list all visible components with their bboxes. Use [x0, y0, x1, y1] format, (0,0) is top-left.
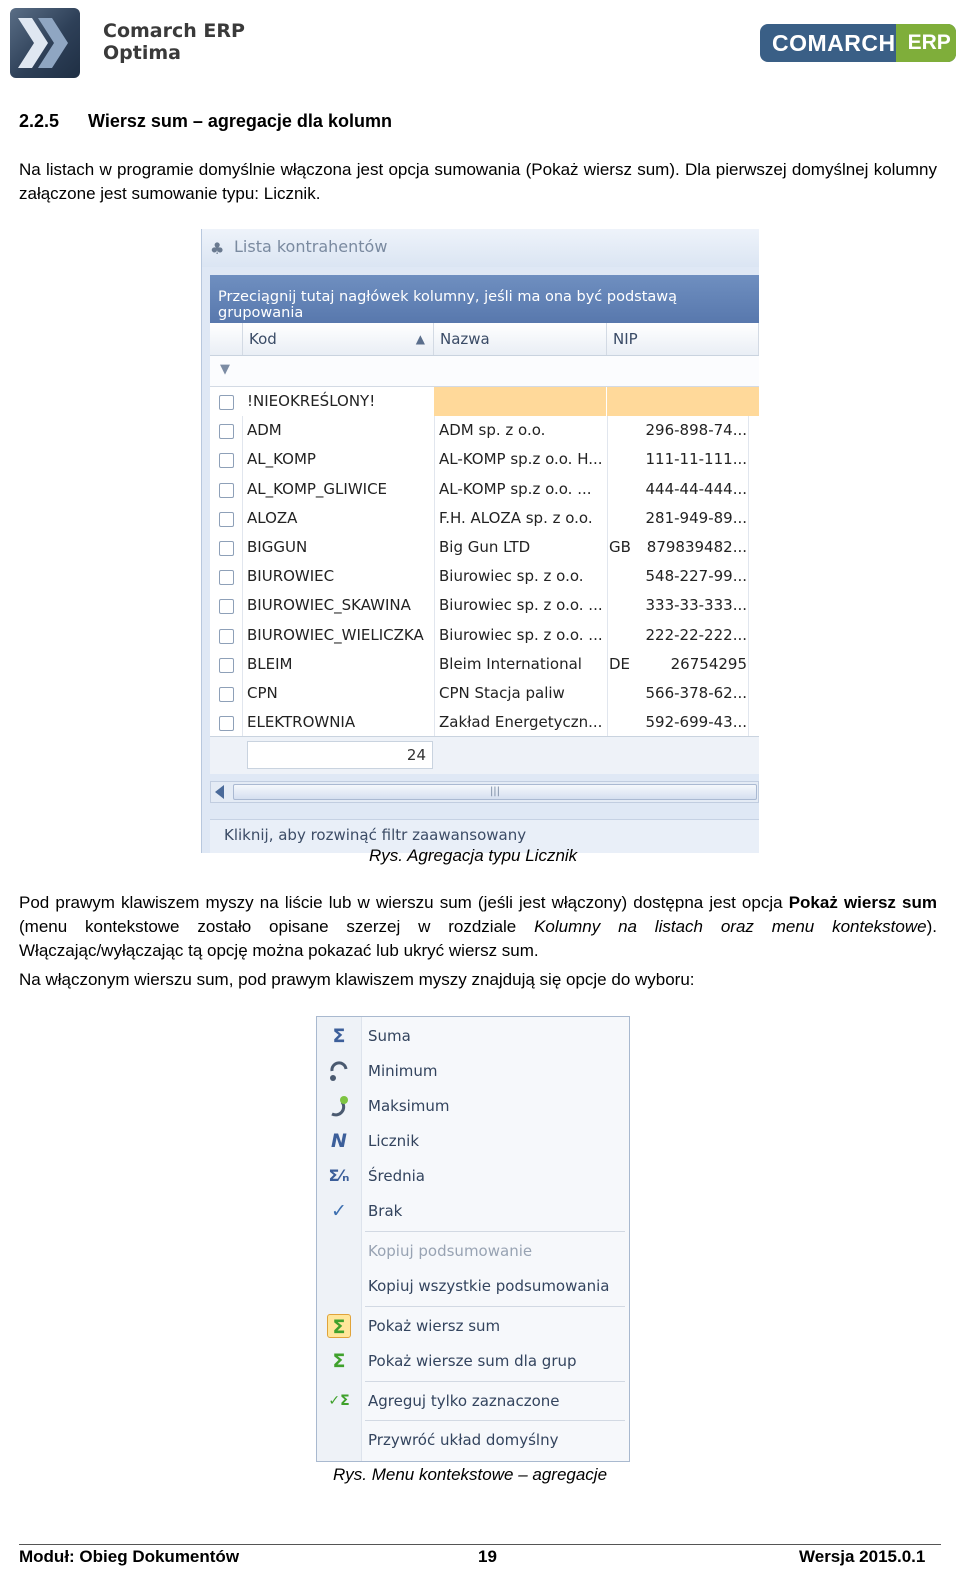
para2-bold: Pokaż wiersz sum: [788, 893, 937, 912]
column-header-kod[interactable]: [243, 323, 434, 355]
row-checkbox[interactable]: [219, 483, 234, 498]
brand-line1: Comarch ERP: [103, 20, 245, 42]
cell-kraj: [609, 679, 639, 708]
average-icon: Σ⁄ₙ: [328, 1166, 350, 1185]
menu-separator: [365, 1420, 625, 1421]
cell-kraj: GB: [609, 537, 631, 556]
menu-item-przywroc-uklad[interactable]: [317, 1423, 629, 1457]
filter-icon: ▼: [220, 362, 230, 377]
cell-kraj: [609, 591, 639, 620]
cell-nazwa: Biurowiec sp. z o.o. ...: [439, 596, 603, 615]
cell-kod: BIUROWIEC: [247, 567, 335, 586]
cell-kraj: [609, 504, 639, 533]
grid-rows: [210, 387, 759, 737]
menu-item-label: Agreguj tylko zaznaczone: [368, 1392, 560, 1410]
cell-nip: 111-11-111...: [645, 450, 747, 469]
contractors-icon: ♣: [210, 239, 225, 258]
logo-erp-text: ERP: [896, 24, 956, 62]
sum-count-cell[interactable]: 24: [247, 741, 433, 769]
cell-kraj: [609, 387, 639, 416]
cell-nazwa: [434, 387, 606, 416]
cell-nazwa: ADM sp. z o.o.: [439, 421, 546, 440]
table-row[interactable]: [210, 387, 759, 416]
row-checkbox[interactable]: [219, 512, 234, 527]
menu-item-label: Licznik: [368, 1132, 420, 1150]
menu-item-agreguj-zaznaczone[interactable]: [317, 1384, 629, 1418]
row-checkbox[interactable]: [219, 541, 234, 556]
menu-separator: [365, 1381, 625, 1382]
sort-ascending-icon: ▲: [415, 332, 425, 346]
footer-rule: [19, 1544, 941, 1545]
cell-kod: AL_KOMP: [247, 450, 316, 469]
cell-nip: 592-699-43...: [645, 713, 747, 732]
sum-row[interactable]: [210, 736, 759, 774]
menu-item-label: Kopiuj wszystkie podsumowania: [368, 1277, 610, 1295]
row-checkbox[interactable]: [219, 599, 234, 614]
menu-item-brak[interactable]: [317, 1194, 629, 1228]
row-checkbox[interactable]: [219, 629, 234, 644]
table-row[interactable]: [210, 533, 759, 562]
logo-comarch-text: COMARCH: [772, 29, 896, 56]
table-row[interactable]: [210, 445, 759, 474]
comarch-optima-logo: [10, 8, 80, 78]
cell-nazwa: CPN Stacja paliw: [439, 683, 565, 702]
table-row[interactable]: [210, 679, 759, 708]
brand-line2: Optima: [103, 42, 181, 64]
cell-kraj: [609, 475, 639, 504]
menu-item-pokaz-wiersz-sum[interactable]: [317, 1309, 629, 1343]
cell-nazwa: Zakład Energetyczn...: [439, 713, 603, 732]
table-row[interactable]: [210, 562, 759, 591]
cell-kraj: [609, 562, 639, 591]
menu-item-label: Minimum: [368, 1062, 438, 1080]
cell-nazwa: F.H. ALOZA sp. z o.o.: [439, 508, 593, 527]
menu-item-label: Maksimum: [368, 1097, 450, 1115]
figure-caption-2: Rys. Menu kontekstowe – agregacje: [333, 1465, 608, 1484]
selector-column-header: [210, 323, 243, 355]
table-row[interactable]: [210, 650, 759, 679]
context-menu-paragraph: [19, 891, 937, 963]
cell-kod: !NIEOKREŚLONY!: [247, 392, 376, 410]
group-by-hint: Przeciągnij tutaj nagłówek kolumny, jeśli ma ona być podstawą grupowania: [218, 289, 678, 321]
cell-nazwa: Big Gun LTD: [439, 537, 531, 556]
menu-item-kopiuj-podsumowanie[interactable]: [317, 1234, 629, 1268]
cell-kod: AL_KOMP_GLIWICE: [247, 479, 388, 498]
menu-item-licznik[interactable]: [317, 1124, 629, 1158]
check-icon: ✓: [331, 1200, 347, 1222]
para2-text1: Pod prawym klawiszem myszy na liście lub w wierszu sum (jeśli jest włączony) dostępna jest opcja: [19, 893, 789, 912]
minimum-icon: [327, 1059, 351, 1083]
cell-nip: 879839482...: [646, 537, 747, 556]
menu-item-suma[interactable]: [317, 1019, 629, 1053]
cell-nip: 26754295: [670, 654, 747, 673]
cell-nip: 548-227-99...: [645, 567, 747, 586]
cell-kod: ALOZA: [247, 508, 298, 527]
cell-kod: ELEKTROWNIA: [247, 713, 356, 732]
section-number: 2.2.5: [19, 111, 60, 131]
menu-item-minimum[interactable]: [317, 1054, 629, 1088]
cell-nip: 444-44-444...: [645, 479, 747, 498]
cell-nip: 566-378-62...: [645, 683, 747, 702]
group-sum-icon: Σ: [332, 1350, 346, 1372]
maximum-icon: [327, 1094, 351, 1118]
table-row[interactable]: [210, 708, 759, 737]
menu-item-pokaz-wiersze-grup[interactable]: [317, 1344, 629, 1378]
table-row[interactable]: [210, 475, 759, 504]
chevron-logo-icon: [10, 8, 80, 78]
table-row[interactable]: [210, 591, 759, 620]
count-icon: N: [331, 1130, 347, 1152]
footer-page-number: 19: [478, 1547, 497, 1566]
cell-kraj: DE: [609, 654, 631, 673]
comarch-erp-logo: [760, 24, 956, 62]
row-checkbox[interactable]: [219, 716, 234, 731]
para2-text2: (menu kontekstowe zostało opisane szerzej w rozdziale: [19, 917, 535, 936]
filter-row[interactable]: [210, 356, 759, 387]
menu-item-srednia[interactable]: [317, 1159, 629, 1193]
column-kod-label: Kod: [249, 330, 277, 348]
cell-nip: 222-22-222...: [645, 625, 747, 644]
column-nazwa-label: Nazwa: [440, 330, 490, 348]
table-row[interactable]: [210, 416, 759, 445]
cell-kraj: [609, 445, 639, 474]
footer-module: Moduł: Obieg Dokumentów: [19, 1547, 240, 1566]
para2-italic: Kolumny na listach oraz menu kontekstowe: [534, 917, 927, 936]
para2-text3: ). Włączając/wyłączając tą opcję można pokazać lub ukryć wiersz sum.: [19, 917, 937, 960]
contractors-list-window: [201, 229, 759, 853]
menu-item-maksimum[interactable]: [317, 1089, 629, 1123]
cell-nazwa: Bleim International: [439, 654, 582, 673]
row-checkbox[interactable]: [219, 395, 234, 410]
column-nip-label: NIP: [613, 330, 638, 348]
cell-kraj: [609, 708, 639, 737]
table-row[interactable]: [210, 504, 759, 533]
section-heading: [19, 111, 392, 132]
menu-item-label: Kopiuj podsumowanie: [368, 1242, 533, 1260]
cell-nazwa: AL-KOMP sp.z o.o. H...: [439, 450, 603, 469]
scroll-left-icon[interactable]: [215, 785, 224, 799]
brand-name: [103, 20, 245, 64]
menu-item-label: Suma: [368, 1027, 411, 1045]
advanced-filter-link[interactable]: Kliknij, aby rozwinąć filtr zaawansowany: [224, 826, 527, 844]
aggregate-selected-icon: ✓Σ: [328, 1393, 350, 1409]
cell-kod: CPN: [247, 683, 278, 702]
menu-item-label: Pokaż wiersz sum: [368, 1317, 501, 1335]
menu-item-kopiuj-wszystkie[interactable]: [317, 1269, 629, 1303]
figure-caption-1: Rys. Agregacja typu Licznik: [369, 846, 578, 865]
cell-kod: BIGGUN: [247, 537, 308, 556]
section-title: Wiersz sum – agregacje dla kolumn: [88, 111, 392, 131]
menu-separator: [365, 1231, 625, 1232]
row-checkbox[interactable]: [219, 453, 234, 468]
footer-version: Wersja 2015.0.1: [799, 1547, 926, 1566]
cell-nip: 333-33-333...: [645, 596, 747, 615]
sum-row-icon: Σ: [327, 1314, 351, 1338]
window-titlebar: [202, 229, 759, 267]
group-by-panel[interactable]: [210, 275, 759, 323]
sigma-icon: Σ: [332, 1025, 346, 1047]
window-title: Lista kontrahentów: [234, 237, 388, 256]
intro-paragraph: Na listach w programie domyślnie włączona jest opcja sumowania (Pokaż wiersz sum). Dla pierwszej domyślnej kolumny załączone jest sumowanie typu: Licznik.: [19, 160, 937, 203]
contractors-grid: [210, 323, 759, 773]
cell-nip: 281-949-89...: [645, 508, 747, 527]
column-header-nip[interactable]: [607, 323, 759, 355]
cell-kraj: [609, 416, 639, 445]
aggregation-context-menu: [316, 1016, 630, 1462]
options-paragraph: Na włączonym wierszu sum, pod prawym klawiszem myszy znajdują się opcje do wyboru:: [19, 970, 695, 989]
menu-separator: [365, 1306, 625, 1307]
row-checkbox[interactable]: [219, 424, 234, 439]
cell-kod: ADM: [247, 421, 282, 440]
cell-kod: BIUROWIEC_WIELICZKA: [247, 625, 424, 644]
horizontal-scrollbar[interactable]: [210, 781, 759, 803]
cell-kod: BLEIM: [247, 654, 293, 673]
menu-item-label: Brak: [368, 1202, 403, 1220]
cell-nip: 296-898-74...: [645, 421, 747, 440]
cell-nazwa: Biurowiec sp. z o.o. ...: [439, 625, 603, 644]
cell-nazwa: Biurowiec sp. z o.o.: [439, 567, 584, 586]
table-row[interactable]: [210, 621, 759, 650]
menu-item-label: Pokaż wiersze sum dla grup: [368, 1352, 577, 1370]
cell-kraj: [609, 621, 639, 650]
cell-kod: BIUROWIEC_SKAWINA: [247, 596, 411, 615]
menu-item-label: Przywróć układ domyślny: [368, 1431, 559, 1449]
scroll-thumb[interactable]: |||: [233, 784, 757, 800]
row-checkbox[interactable]: [219, 570, 234, 585]
cell-nazwa: AL-KOMP sp.z o.o. ...: [439, 479, 592, 498]
column-header-nazwa[interactable]: [434, 323, 607, 355]
column-headers: [210, 323, 759, 356]
row-checkbox[interactable]: [219, 658, 234, 673]
row-checkbox[interactable]: [219, 687, 234, 702]
menu-item-label: Średnia: [368, 1167, 425, 1185]
